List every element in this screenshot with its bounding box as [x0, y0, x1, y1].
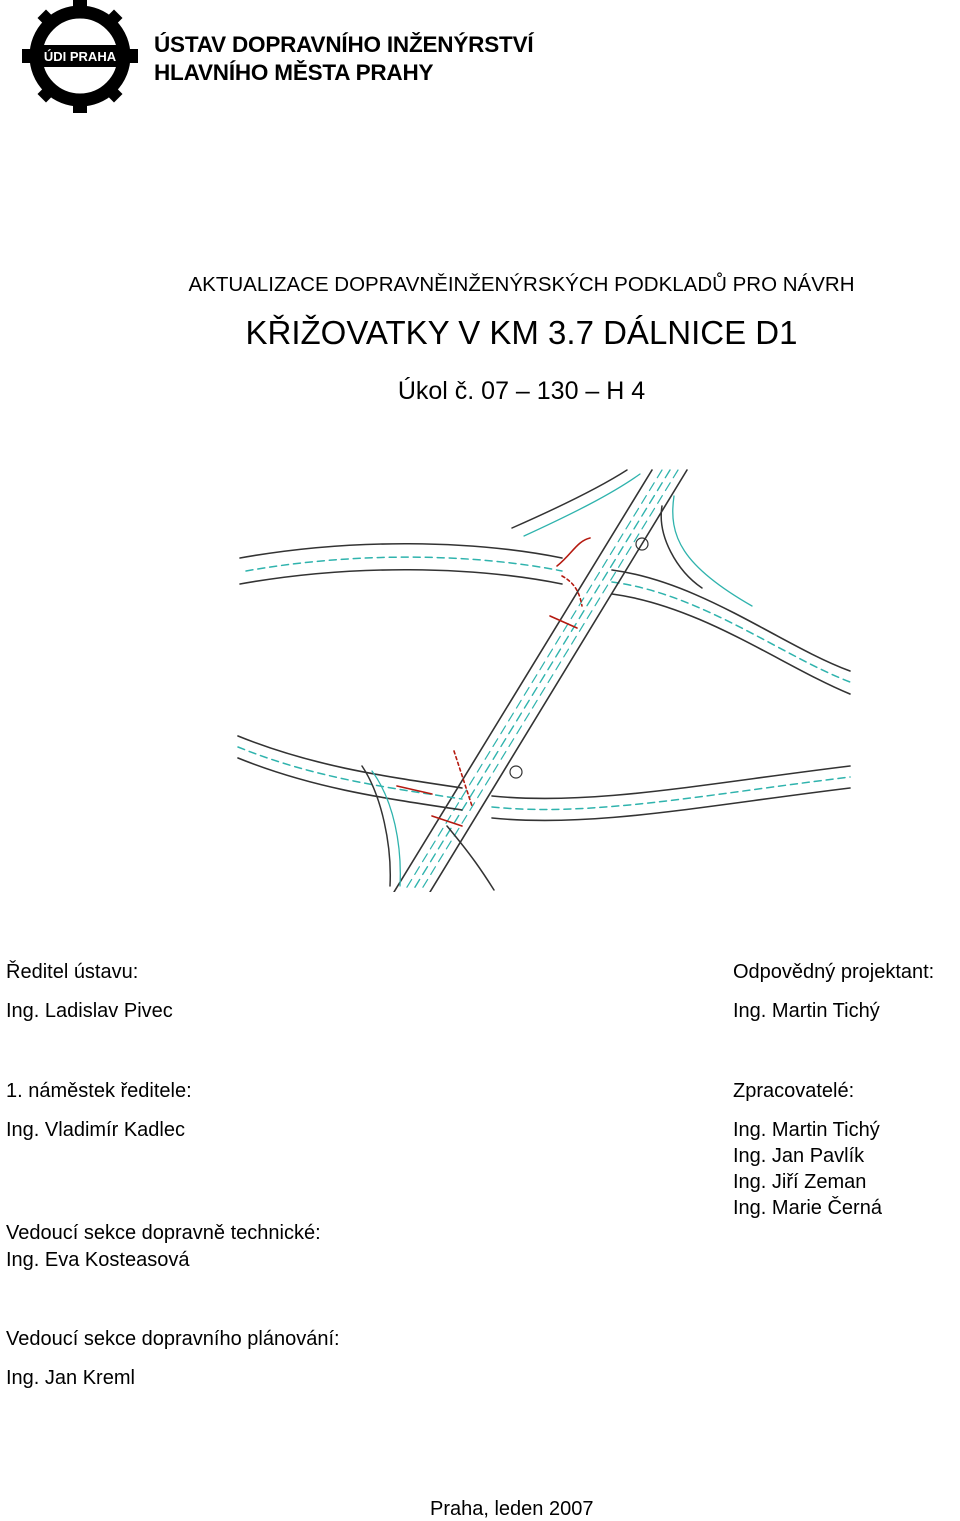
- deputy-director-role: 1. náměstek ředitele:: [6, 1080, 192, 1102]
- technical-section-head-name: Ing. Eva Kosteasová: [6, 1249, 190, 1271]
- task-number: Úkol č. 07 – 130 – H 4: [397, 377, 646, 405]
- deputy-director-name: Ing. Vladimír Kadlec: [6, 1119, 185, 1141]
- udi-logo: [20, 0, 140, 113]
- planning-section-head-name: Ing. Jan Kreml: [6, 1367, 135, 1389]
- org-name-line1: ÚSTAV DOPRAVNÍHO INŽENÝRSTVÍ: [154, 32, 534, 57]
- author-name: Ing. Marie Černá: [733, 1197, 882, 1219]
- interchange-plan-drawing: [232, 466, 854, 892]
- planning-section-head-role: Vedoucí sekce dopravního plánování:: [6, 1328, 340, 1350]
- authors-role: Zpracovatelé:: [733, 1080, 855, 1102]
- document-title-line2: KŘIŽOVATKY V KM 3.7 DÁLNICE D1: [245, 314, 798, 351]
- svg-text:ÚDI PRAHA: ÚDI PRAHA: [43, 49, 117, 64]
- director-role: Ředitel ústavu:: [6, 961, 139, 983]
- director-name: Ing. Ladislav Pivec: [6, 1000, 173, 1022]
- org-name-line2: HLAVNÍHO MĚSTA PRAHY: [154, 60, 434, 85]
- author-name: Ing. Martin Tichý: [733, 1119, 880, 1141]
- responsible-designer-name: Ing. Martin Tichý: [733, 1000, 880, 1022]
- author-name: Ing. Jan Pavlík: [733, 1145, 865, 1167]
- place-and-date: Praha, leden 2007: [430, 1498, 594, 1520]
- technical-section-head-role: Vedoucí sekce dopravně technické:: [6, 1222, 321, 1244]
- responsible-designer-role: Odpovědný projektant:: [733, 961, 935, 983]
- document-title-line1: AKTUALIZACE DOPRAVNĚINŽENÝRSKÝCH PODKLADŮ PRO NÁVRH: [188, 273, 855, 296]
- author-name: Ing. Jiří Zeman: [733, 1171, 867, 1193]
